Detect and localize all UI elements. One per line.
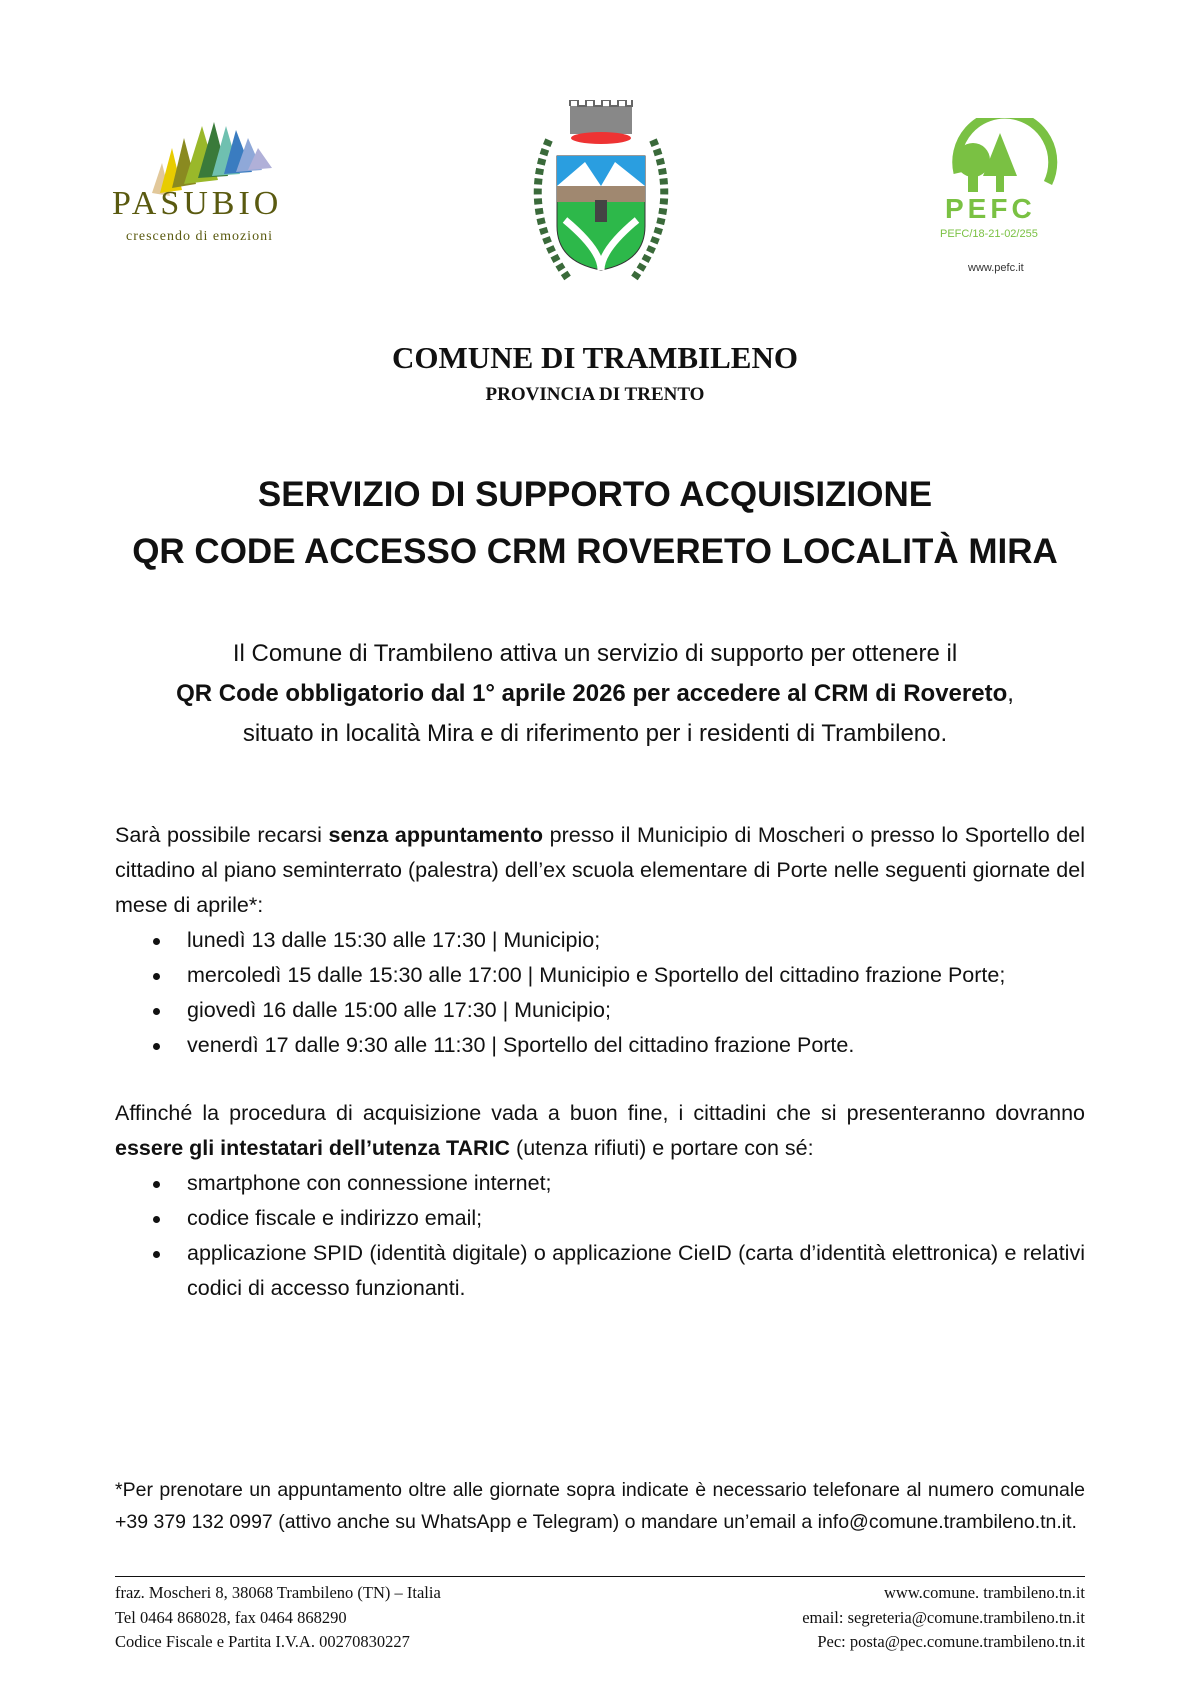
list-item: applicazione SPID (identità digitale) o applicazione CieID (carta d’identità elettronica) e relativi codici di accesso funzionanti. — [115, 1236, 1085, 1306]
municipality-name: COMUNE DI TRAMBILENO — [392, 340, 798, 375]
intro-line-2 — [0, 674, 1190, 714]
pefc-wordmark: PEFC — [945, 193, 1036, 223]
intro-line-3: situato in località Mira e di riferimento per i residenti di Trambileno. — [242, 720, 948, 747]
footer-pec: Pec: posta@pec.comune.trambileno.tn.it — [817, 1632, 1085, 1651]
list-item: smartphone con connessione internet; — [115, 1166, 1085, 1201]
footer-address — [115, 1581, 441, 1655]
svg-text:crescendo di emozioni: crescendo di emozioni — [126, 229, 273, 244]
intro-line-1: Il Comune di Trambileno attiva un servizio di supporto per ottenere il — [232, 640, 958, 667]
requirements-paragraph — [115, 1096, 1085, 1166]
intro-tail: , — [1007, 680, 1014, 707]
pefc-logo — [938, 118, 1068, 288]
list-item: giovedì 16 dalle 15:00 alle 17:30 | Municipio; — [115, 993, 1085, 1028]
text: presso il Municipio di Moscheri o presso lo Sportello del cittadino al piano seminterrato (palestra) dell’ex scuola elementare di Porte nelle seguenti giornate del mese di aprile*: — [115, 823, 1085, 917]
footer-address-line: fraz. Moscheri 8, 38068 Trambileno (TN) – Italia — [115, 1583, 441, 1602]
pefc-code: PEFC/18-21-02/255 — [940, 228, 1038, 240]
intro-bold: QR Code obbligatorio dal 1° aprile 2026 per accedere al CRM di Rovereto — [176, 680, 1008, 707]
intro — [0, 634, 1190, 754]
title-line-1: SERVIZIO DI SUPPORTO ACQUISIZIONE — [257, 475, 933, 514]
footer-website: www.comune. trambileno.tn.it — [883, 1583, 1085, 1602]
svg-text:PASUBIO: PASUBIO — [112, 185, 283, 222]
schedule-paragraph — [115, 818, 1085, 923]
list-item: lunedì 13 dalle 15:30 alle 17:30 | Municipio; — [115, 923, 1085, 958]
document-title — [0, 466, 1190, 580]
title-line-2: QR CODE ACCESSO CRM ROVERETO LOCALITÀ MIRA — [132, 532, 1058, 571]
bold-text: essere gli intestatari dell’utenza TARIC — [115, 1136, 511, 1160]
bold-text: senza appuntamento — [328, 823, 543, 847]
list-item: venerdì 17 dalle 9:30 alle 11:30 | Sportello del cittadino frazione Porte. — [115, 1028, 1085, 1063]
list-item: mercoledì 15 dalle 15:30 alle 17:00 | Municipio e Sportello del cittadino frazione Porte; — [115, 958, 1085, 993]
province-name: PROVINCIA DI TRENTO — [485, 384, 705, 405]
text: Affinché la procedura di acquisizione vada a buon fine, i cittadini che si presenteranno dovranno — [115, 1101, 1085, 1125]
schedule-list — [115, 923, 1085, 1063]
municipal-crest — [515, 100, 685, 295]
requirements-list — [115, 1166, 1085, 1306]
footer-contacts — [802, 1581, 1085, 1655]
footer-tax-code: Codice Fiscale e Partita I.V.A. 00270830227 — [115, 1632, 410, 1651]
pefc-url: www.pefc.it — [968, 262, 1024, 274]
schedule-section — [115, 818, 1085, 1063]
pasubio-logo — [112, 118, 322, 248]
list-item: codice fiscale e indirizzo email; — [115, 1201, 1085, 1236]
footer-divider — [115, 1576, 1085, 1577]
requirements-section — [115, 1096, 1085, 1306]
text: (utenza rifiuti) e portare con sé: — [510, 1136, 814, 1160]
footnote: *Per prenotare un appuntamento oltre alle giornate sopra indicate è necessario telefonare al numero comunale +39 379 132 0997 (attivo anche su WhatsApp e Telegram) o mandare un’email a info@comune.trambileno.tn.it. — [115, 1479, 1085, 1533]
footer-email: email: segreteria@comune.trambileno.tn.it — [802, 1607, 1085, 1627]
text: Sarà possibile recarsi — [115, 823, 329, 847]
footer-phone: Tel 0464 868028, fax 0464 868290 — [115, 1607, 347, 1627]
